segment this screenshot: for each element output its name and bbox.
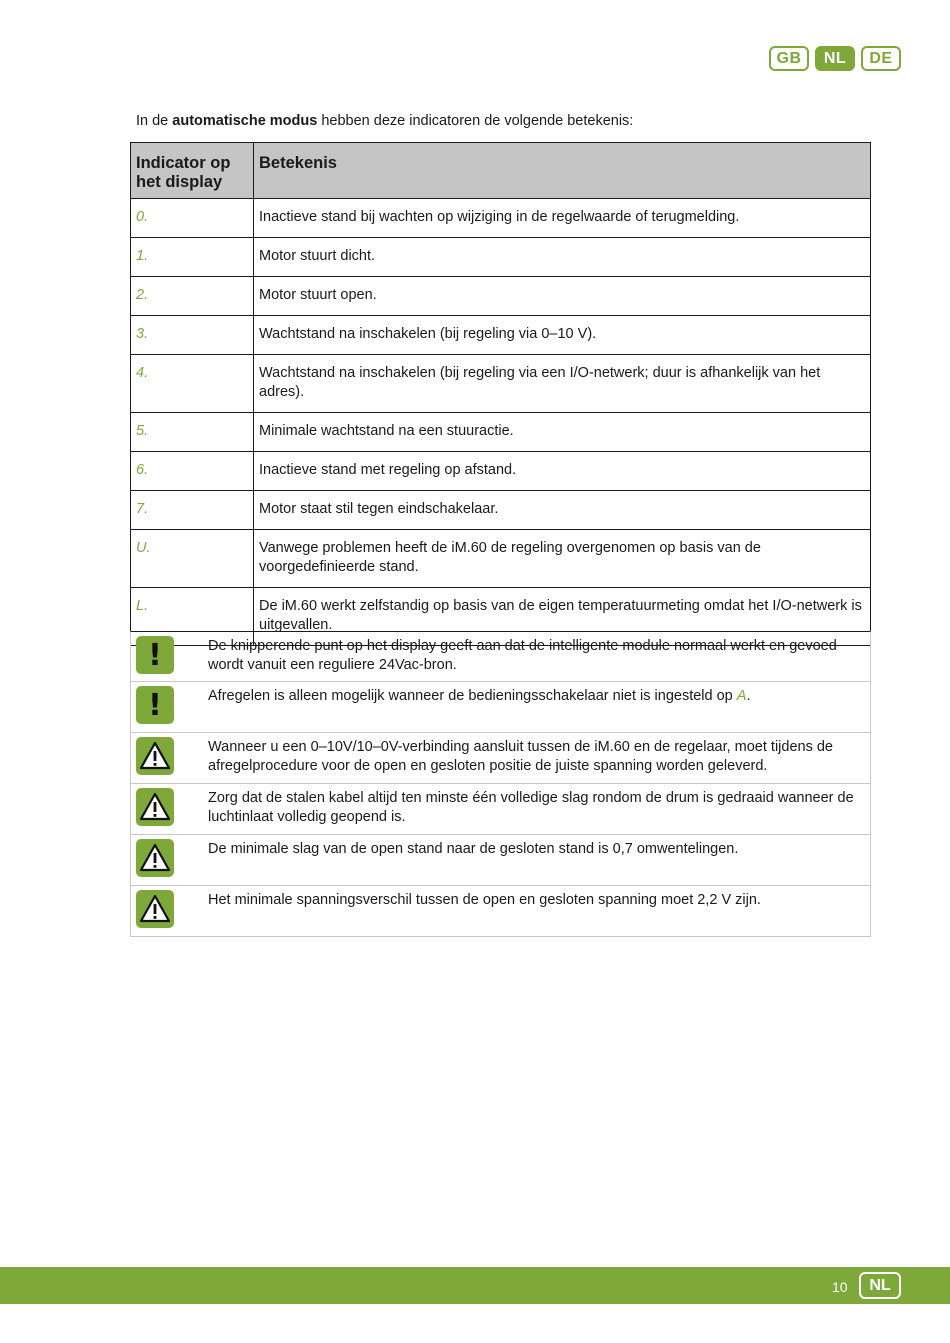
note-text: Wanneer u een 0–10V/10–0V-verbinding aansluit tussen de iM.60 en de regelaar, moet tijdens de afregelprocedure voor de open en gesloten positie de juiste spanning worden geleverd. — [208, 739, 833, 774]
indicator-meaning: Vanwege problemen heeft de iM.60 de regeling overgenomen op basis van de voorgedefinieerde stand. — [254, 530, 871, 588]
lang-nl-button[interactable]: NL — [815, 46, 855, 71]
note-text: Zorg dat de stalen kabel altijd ten minste één volledige slag rondom de drum is gedraaid wanneer de luchtinlaat volledig geopend is. — [208, 790, 854, 825]
table-row — [131, 413, 871, 452]
indicator-code: 4. — [131, 355, 254, 413]
note-item — [130, 784, 871, 835]
header-indicator: Indicator op het display — [131, 143, 254, 199]
note-text — [208, 682, 750, 732]
exclamation-icon: ! — [136, 636, 174, 674]
warning-triangle-icon — [136, 839, 174, 877]
indicator-code: 3. — [131, 316, 254, 355]
intro-text — [136, 113, 633, 129]
table-row — [131, 316, 871, 355]
indicator-meaning: Motor stuurt dicht. — [254, 238, 871, 277]
table-header-row — [131, 143, 871, 199]
language-switch — [769, 46, 901, 71]
footer-bar — [0, 1267, 950, 1304]
indicator-table — [130, 142, 871, 646]
note-item — [130, 886, 871, 937]
page-number: 10 — [832, 1279, 848, 1295]
footer-language-badge: NL — [859, 1272, 901, 1299]
table-row — [131, 530, 871, 588]
indicator-code: 2. — [131, 277, 254, 316]
indicator-code: 5. — [131, 413, 254, 452]
warning-triangle-icon — [136, 737, 174, 775]
header-meaning: Betekenis — [254, 143, 871, 199]
indicator-meaning: Inactieve stand met regeling op afstand. — [254, 452, 871, 491]
note-text-after: . — [746, 688, 751, 704]
table-row — [131, 491, 871, 530]
indicator-code: 1. — [131, 238, 254, 277]
exclamation-icon: ! — [136, 686, 174, 724]
intro-bold: automatische modus — [172, 113, 318, 129]
indicator-meaning: De iM.60 werkt zelfstandig op basis van de eigen temperatuurmeting omdat het I/O-netwerk is uitgevallen. — [254, 588, 871, 646]
note-item — [130, 835, 871, 886]
table-row — [131, 355, 871, 413]
intro-after: hebben deze indicatoren de volgende betekenis: — [317, 113, 634, 129]
indicator-code: L. — [131, 588, 254, 646]
indicator-code: 0. — [131, 199, 254, 238]
indicator-code: U. — [131, 530, 254, 588]
table-row — [131, 452, 871, 491]
indicator-code: 7. — [131, 491, 254, 530]
note-text: Het minimale spanningsverschil tussen de open en gesloten spanning moet 2,2 V zijn. — [208, 892, 761, 908]
lang-gb-button[interactable]: GB — [769, 46, 809, 71]
notes-list — [130, 631, 871, 937]
indicator-meaning: Minimale wachtstand na een stuuractie. — [254, 413, 871, 452]
note-item — [130, 631, 871, 682]
note-text: De minimale slag van de open stand naar de gesloten stand is 0,7 omwentelingen. — [208, 841, 739, 857]
note-text-before: Afregelen is alleen mogelijk wanneer de bedieningsschakelaar niet is ingesteld op — [208, 688, 737, 704]
note-text: De knipperende punt op het display geeft aan dat de intelligente module normaal werkt en gevoed wordt vanuit een reguliere 24Vac-bron. — [208, 638, 837, 673]
note-item — [130, 682, 871, 733]
table-row — [131, 238, 871, 277]
note-text-highlight: A — [736, 688, 747, 704]
indicator-meaning: Motor staat stil tegen eindschakelaar. — [254, 491, 871, 530]
indicator-meaning: Wachtstand na inschakelen (bij regeling via 0–10 V). — [254, 316, 871, 355]
warning-triangle-icon — [136, 788, 174, 826]
table-row — [131, 199, 871, 238]
indicator-meaning: Inactieve stand bij wachten op wijziging in de regelwaarde of terugmelding. — [254, 199, 871, 238]
note-item — [130, 733, 871, 784]
indicator-code: 6. — [131, 452, 254, 491]
lang-de-button[interactable]: DE — [861, 46, 901, 71]
table-row — [131, 277, 871, 316]
indicator-meaning: Motor stuurt open. — [254, 277, 871, 316]
warning-triangle-icon — [136, 890, 174, 928]
indicator-meaning: Wachtstand na inschakelen (bij regeling via een I/O-netwerk; duur is afhankelijk van het adres). — [254, 355, 871, 413]
intro-before: In de — [136, 113, 173, 129]
